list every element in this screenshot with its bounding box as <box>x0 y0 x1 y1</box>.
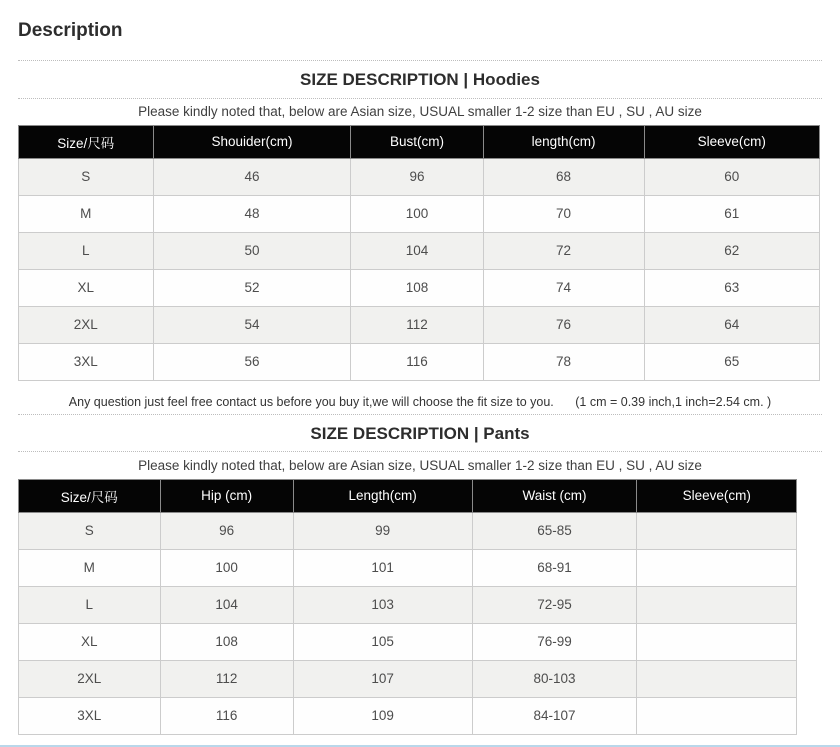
pants-size-table <box>18 479 797 735</box>
column-header: length(cm) <box>483 125 644 158</box>
table-cell: 112 <box>160 660 293 697</box>
table-cell: 104 <box>351 232 483 269</box>
pants-section-title: SIZE DESCRIPTION | Pants <box>310 423 530 443</box>
column-header: Size/尺码 <box>19 125 154 158</box>
table-cell: 50 <box>153 232 351 269</box>
contact-footnote-text: Any question just feel free contact us before you buy it,we will choose the fit size to you. <box>68 394 554 409</box>
table-cell: 96 <box>160 512 293 549</box>
table-row <box>19 195 820 232</box>
asian-size-note: Please kindly noted that, below are Asian size, USUAL smaller 1-2 size than EU , SU , AU size <box>138 457 702 473</box>
table-cell: 116 <box>351 343 483 380</box>
table-row <box>19 306 820 343</box>
table-cell: 64 <box>644 306 819 343</box>
column-header: Sleeve(cm) <box>644 125 819 158</box>
table-cell: 3XL <box>19 697 161 734</box>
table-row <box>19 232 820 269</box>
table-cell <box>637 697 797 734</box>
column-header: Sleeve(cm) <box>637 479 797 512</box>
table-row <box>19 269 820 306</box>
table-row <box>19 343 820 380</box>
table-cell: S <box>19 158 154 195</box>
column-header: Shouider(cm) <box>153 125 351 158</box>
table-cell: M <box>19 195 154 232</box>
table-cell: 76-99 <box>472 623 637 660</box>
table-cell: 52 <box>153 269 351 306</box>
table-cell: 54 <box>153 306 351 343</box>
asian-size-note: Please kindly noted that, below are Asian size, USUAL smaller 1-2 size than EU , SU , AU size <box>138 103 702 119</box>
table-cell: 65-85 <box>472 512 637 549</box>
table-cell: 100 <box>351 195 483 232</box>
table-cell: 2XL <box>19 306 154 343</box>
table-cell <box>637 512 797 549</box>
table-cell: 62 <box>644 232 819 269</box>
table-cell: L <box>19 232 154 269</box>
page-title: Description <box>18 20 123 41</box>
table-cell <box>637 660 797 697</box>
column-header: Hip (cm) <box>160 479 293 512</box>
hoodies-size-table <box>18 125 820 381</box>
table-row <box>19 158 820 195</box>
table-cell: 100 <box>160 549 293 586</box>
table-row <box>19 660 797 697</box>
table-row <box>19 549 797 586</box>
table-cell: 68-91 <box>472 549 637 586</box>
table-cell: 103 <box>293 586 472 623</box>
table-cell: 2XL <box>19 660 161 697</box>
table-cell: S <box>19 512 161 549</box>
unit-conversion-text: (1 cm = 0.39 inch,1 inch=2.54 cm. ) <box>575 394 772 409</box>
table-cell: 101 <box>293 549 472 586</box>
table-cell: L <box>19 586 161 623</box>
table-cell: 60 <box>644 158 819 195</box>
table-header-row <box>19 479 797 512</box>
table-cell <box>637 586 797 623</box>
table-row <box>19 512 797 549</box>
divider <box>18 98 822 99</box>
table-cell: XL <box>19 623 161 660</box>
contact-footnote <box>18 395 822 410</box>
table-cell: 99 <box>293 512 472 549</box>
table-cell: 3XL <box>19 343 154 380</box>
table-cell: 74 <box>483 269 644 306</box>
table-cell: 65 <box>644 343 819 380</box>
table-row <box>19 586 797 623</box>
column-header: Length(cm) <box>293 479 472 512</box>
table-row <box>19 697 797 734</box>
table-cell: XL <box>19 269 154 306</box>
table-cell: 48 <box>153 195 351 232</box>
table-cell: M <box>19 549 161 586</box>
table-header-row <box>19 125 820 158</box>
table-cell: 84-107 <box>472 697 637 734</box>
hoodies-section <box>18 69 822 410</box>
pants-section <box>18 423 822 735</box>
table-cell: 46 <box>153 158 351 195</box>
table-cell: 107 <box>293 660 472 697</box>
table-cell <box>637 623 797 660</box>
column-header: Waist (cm) <box>472 479 637 512</box>
table-cell: 63 <box>644 269 819 306</box>
column-header: Bust(cm) <box>351 125 483 158</box>
table-cell: 80-103 <box>472 660 637 697</box>
table-cell: 72 <box>483 232 644 269</box>
table-cell: 96 <box>351 158 483 195</box>
table-cell: 112 <box>351 306 483 343</box>
table-cell: 56 <box>153 343 351 380</box>
table-cell: 109 <box>293 697 472 734</box>
hoodies-section-title: SIZE DESCRIPTION | Hoodies <box>300 69 540 89</box>
table-cell: 104 <box>160 586 293 623</box>
table-cell: 76 <box>483 306 644 343</box>
divider <box>18 451 822 452</box>
table-cell: 105 <box>293 623 472 660</box>
table-cell: 108 <box>160 623 293 660</box>
table-cell: 68 <box>483 158 644 195</box>
table-cell: 72-95 <box>472 586 637 623</box>
table-cell: 70 <box>483 195 644 232</box>
divider <box>18 60 822 61</box>
table-cell: 116 <box>160 697 293 734</box>
table-cell: 78 <box>483 343 644 380</box>
divider <box>18 414 822 415</box>
table-cell: 61 <box>644 195 819 232</box>
table-row <box>19 623 797 660</box>
table-cell: 108 <box>351 269 483 306</box>
table-cell <box>637 549 797 586</box>
column-header: Size/尺码 <box>19 479 161 512</box>
